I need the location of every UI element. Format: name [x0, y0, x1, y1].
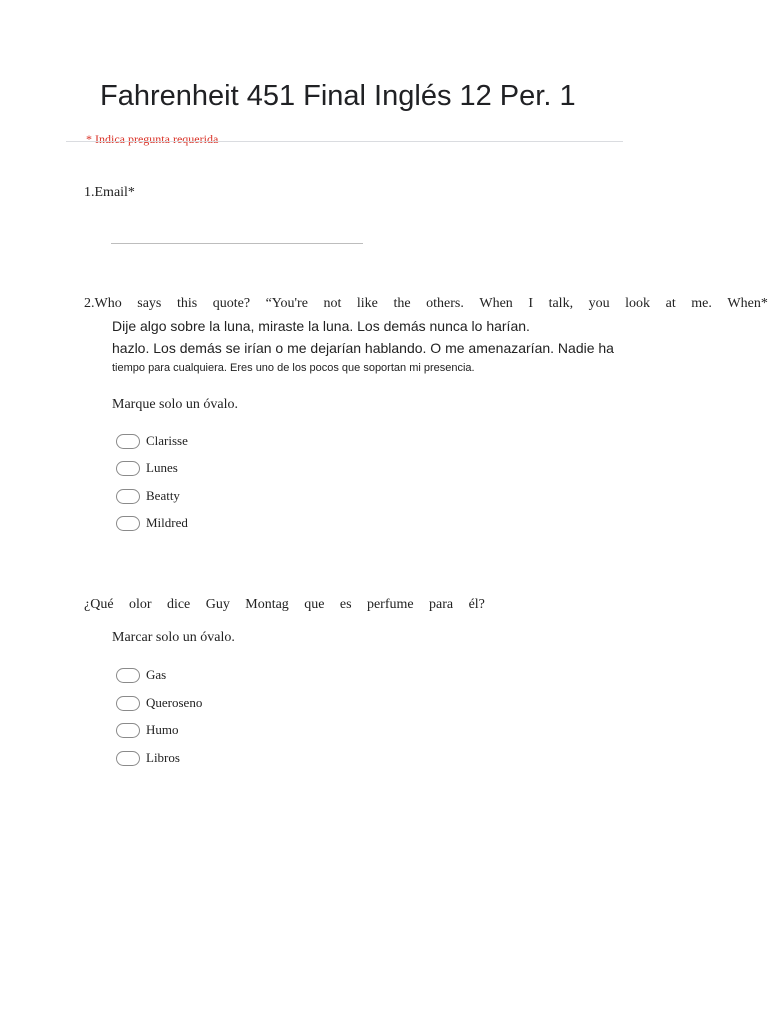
question-3-word: Montag	[245, 597, 289, 612]
question-2-word: like	[356, 296, 378, 311]
header-divider	[66, 141, 623, 142]
question-2-option-clarisse[interactable]	[116, 432, 188, 450]
option-label: Clarisse	[146, 433, 188, 448]
question-2-first-line	[84, 296, 768, 312]
question-3-word: ¿Qué	[84, 597, 114, 612]
question-2-word: quote?	[212, 296, 251, 311]
question-2-word: talk,	[548, 296, 574, 311]
question-3-word: olor	[128, 597, 152, 612]
question-2-option-lunes[interactable]	[116, 459, 178, 477]
radio-oval-icon[interactable]	[116, 516, 140, 531]
question-2-word: not	[323, 296, 342, 311]
radio-oval-icon[interactable]	[116, 489, 140, 504]
question-3-word: Guy	[205, 597, 230, 612]
required-note: * Indica pregunta requerida	[86, 132, 219, 146]
question-2-word: you	[588, 296, 610, 311]
question-3-instruction: Marcar solo un óvalo.	[112, 630, 235, 645]
question-2-word: When*	[727, 296, 768, 311]
option-label: Gas	[146, 667, 167, 682]
question-3-word: él?	[468, 597, 485, 612]
question-2-text-line-2: Dije algo sobre la luna, miraste la luna. Los demás nunca lo harían.	[112, 318, 530, 334]
question-2-option-mildred[interactable]	[116, 514, 188, 532]
radio-oval-icon[interactable]	[116, 434, 140, 449]
question-2-word: When	[479, 296, 513, 311]
question-3-word: dice	[166, 597, 191, 612]
question-2-word: this	[176, 296, 198, 311]
question-3-option-gas[interactable]	[116, 666, 166, 684]
question-2-word: 2.Who	[84, 296, 122, 311]
question-2-word: others.	[426, 296, 464, 311]
radio-oval-icon[interactable]	[116, 668, 140, 683]
question-2-word: the	[393, 296, 411, 311]
question-3-option-queroseno[interactable]	[116, 694, 202, 712]
question-2-text-line-3: hazlo. Los demás se irían o me dejarían hablando. O me amenazarían. Nadie ha	[112, 340, 614, 356]
option-label: Queroseno	[146, 695, 203, 710]
question-3-word: perfume	[366, 597, 414, 612]
question-3-option-libros[interactable]	[116, 749, 180, 767]
question-2-option-beatty[interactable]	[116, 487, 180, 505]
option-label: Libros	[146, 750, 180, 765]
question-3-word: que	[304, 597, 325, 612]
question-2-word: me.	[691, 296, 712, 311]
question-3-text	[84, 597, 485, 613]
radio-oval-icon[interactable]	[116, 461, 140, 476]
question-3-option-humo[interactable]	[116, 721, 179, 739]
question-3-word: para	[429, 597, 454, 612]
question-2-word: at	[665, 296, 676, 311]
radio-oval-icon[interactable]	[116, 723, 140, 738]
radio-oval-icon[interactable]	[116, 696, 140, 711]
option-label: Lunes	[146, 460, 178, 475]
email-answer-line[interactable]	[111, 243, 363, 244]
option-label: Humo	[146, 722, 179, 737]
question-2-word: look	[625, 296, 651, 311]
question-2-instruction: Marque solo un óvalo.	[112, 397, 238, 412]
question-2-word: says	[137, 296, 162, 311]
question-2-word: “You're	[265, 296, 308, 311]
option-label: Mildred	[146, 515, 188, 530]
form-title: Fahrenheit 451 Final Inglés 12 Per. 1	[100, 80, 576, 112]
question-2-word: I	[528, 296, 534, 311]
question-2-text-line-4: tiempo para cualquiera. Eres uno de los pocos que soportan mi presencia.	[112, 362, 475, 374]
question-3-word: es	[339, 597, 352, 612]
option-label: Beatty	[146, 488, 180, 503]
question-1-label: 1.Email*	[84, 185, 135, 200]
radio-oval-icon[interactable]	[116, 751, 140, 766]
